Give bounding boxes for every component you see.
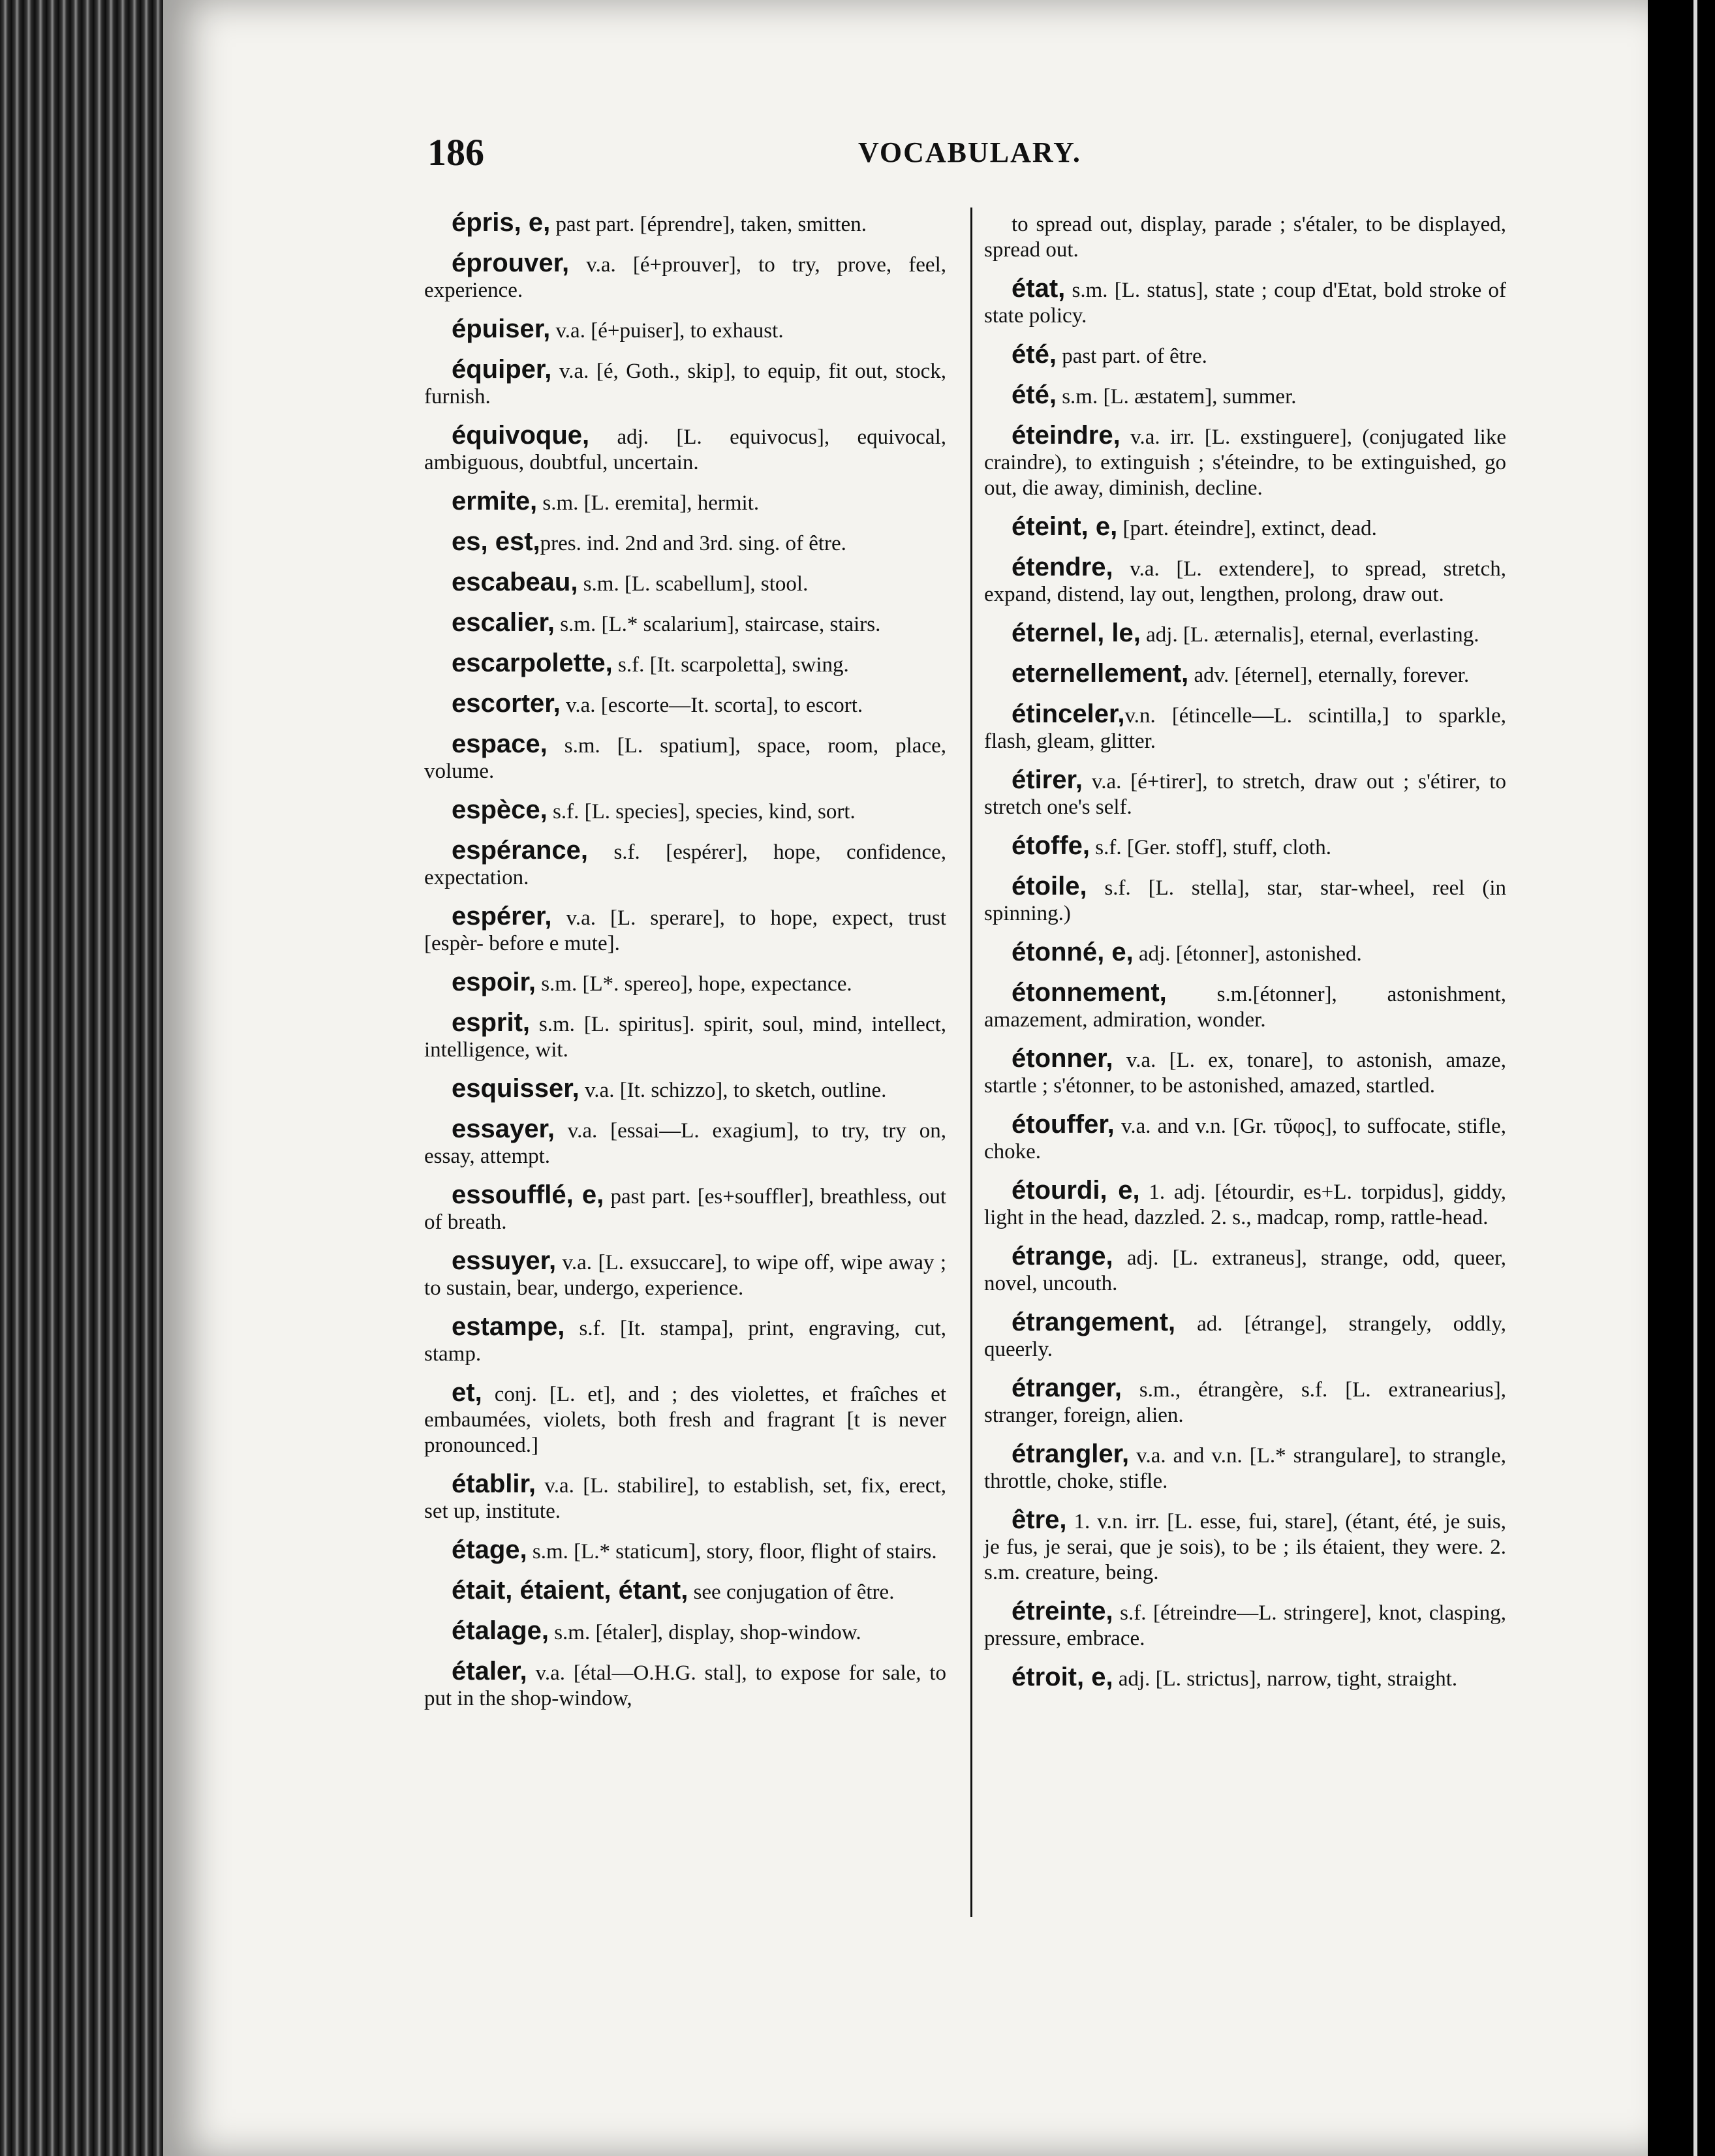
dictionary-entry xyxy=(984,767,1506,820)
entry-definition: v.a. [L. sperare], to hope, expect, trust [espèr- before e mute]. xyxy=(424,906,946,955)
dictionary-entry xyxy=(424,1076,946,1103)
dictionary-entry xyxy=(424,423,946,476)
entry-definition: s.m., étrangère, s.f. [L. extranearius], stranger, foreign, alien. xyxy=(984,1378,1506,1427)
entry-definition: v.a. [It. schizzo], to sketch, outline. xyxy=(579,1079,887,1102)
dictionary-entry xyxy=(424,1659,946,1712)
dictionary-entry xyxy=(424,732,946,784)
entry-headword: étoffe, xyxy=(1012,831,1090,860)
entry-headword: éteint, e, xyxy=(1012,512,1118,541)
entry-definition: s.f. [étreindre—L. stringere], knot, clasping, pressure, embrace. xyxy=(984,1601,1506,1650)
left-column xyxy=(424,210,946,1725)
dictionary-entry xyxy=(424,529,946,557)
entry-definition: v.a. [L. ex, tonare], to astonish, amaze, startle ; s'étonner, to be astonished, amazed, startled. xyxy=(984,1049,1506,1098)
entry-headword: étaler, xyxy=(452,1657,527,1686)
entry-headword: étonnement, xyxy=(1012,978,1167,1007)
dictionary-entry xyxy=(984,210,1506,263)
entry-definition: v.a. [L. extendere], to spread, stretch, expand, distend, lay out, lengthen, prolong, draw out. xyxy=(984,557,1506,606)
dictionary-entry xyxy=(424,1314,946,1367)
dictionary-entry xyxy=(424,210,946,238)
entry-definition: s.f. [espérer], hope, confidence, expectation. xyxy=(424,840,946,889)
entry-definition: adj. [L. equivocus], equivocal, ambiguous, doubtful, uncertain. xyxy=(424,425,946,474)
entry-headword: espérance, xyxy=(452,836,589,865)
entry-headword: épris, e, xyxy=(452,208,551,237)
dictionary-entry xyxy=(984,1376,1506,1428)
entry-definition: s.m. [L. æstatem], summer. xyxy=(1056,385,1297,408)
dictionary-entry xyxy=(424,316,946,344)
entry-headword: être, xyxy=(1012,1505,1067,1534)
entry-definition: 1. adj. [étourdir, es+L. torpidus], giddy, light in the head, dazzled. 2. s., madcap, romp, rattle-head. xyxy=(984,1180,1507,1229)
entry-definition: s.f. [It. scarpoletta], swing. xyxy=(612,653,849,677)
entry-headword: épuiser, xyxy=(452,315,551,343)
entry-headword: étonner, xyxy=(1012,1044,1113,1073)
entry-headword: et, xyxy=(452,1378,482,1407)
entry-headword: étinceler, xyxy=(1012,700,1125,728)
dictionary-entry xyxy=(424,1471,946,1524)
entry-definition: s.m.[étonner], astonishment, amazement, admiration, wonder. xyxy=(984,983,1506,1032)
page-number: 186 xyxy=(427,131,484,174)
entry-definition: v.a. and v.n. [Gr. τῦφος], to suffocate, stifle, choke. xyxy=(984,1115,1506,1163)
entry-definition: s.m. [L*. spereo], hope, expectance. xyxy=(535,972,852,996)
entry-headword: étrangler, xyxy=(1012,1440,1130,1468)
entry-headword: étrange, xyxy=(1012,1242,1113,1270)
dictionary-entry xyxy=(424,570,946,597)
entry-definition: s.m. [L. spatium], space, room, place, volume. xyxy=(424,734,946,783)
entry-headword: étranger, xyxy=(1012,1374,1122,1402)
dictionary-entry xyxy=(424,357,946,410)
dictionary-entry xyxy=(984,1599,1506,1652)
dictionary-entry xyxy=(984,1665,1506,1692)
dictionary-entry xyxy=(424,797,946,825)
scan-border-line xyxy=(1693,0,1697,2156)
dictionary-entry xyxy=(424,1578,946,1605)
entry-definition: s.m. [L. status], state ; coup d'Etat, bold stroke of state policy. xyxy=(984,279,1506,328)
entry-definition: adj. [L. extraneus], strange, odd, queer, novel, uncouth. xyxy=(984,1246,1506,1295)
entry-definition: s.m. [L. eremita], hermit. xyxy=(537,491,760,515)
dictionary-entry xyxy=(984,1178,1506,1231)
entry-definition: v.a. [é+tirer], to stretch, draw out ; s'étirer, to stretch one's self. xyxy=(984,770,1506,819)
entry-definition: v.a. [escorte—It. scorta], to escort. xyxy=(560,694,863,717)
entry-headword: étendre, xyxy=(1012,553,1113,581)
entry-definition: 1. v.n. irr. [L. esse, fui, stare], (étant, été, je suis, je fus, je serai, que je sois), to be ; ils étaient, they were. 2. s.m. creature, being. xyxy=(984,1510,1506,1584)
entry-headword: escorter, xyxy=(452,689,561,718)
dictionary-entry xyxy=(424,610,946,638)
dictionary-entry xyxy=(984,555,1506,608)
dictionary-entry xyxy=(984,1507,1506,1586)
entry-definition: v.n. [étincelle—L. scintilla,] to sparkle, flash, gleam, glitter. xyxy=(984,704,1506,753)
entry-headword: étalage, xyxy=(452,1616,549,1645)
entry-headword: était, étaient, étant, xyxy=(452,1576,688,1605)
entry-definition: v.a. irr. [L. exstinguere], (conjugated like craindre), to extinguish ; s'éteindre, to be extinguished, go out, die away, diminish, decline. xyxy=(984,425,1506,500)
entry-headword: étouffer, xyxy=(1012,1110,1115,1139)
entry-definition: past part. [es+souffler], breathless, out of breath. xyxy=(424,1185,946,1234)
dictionary-entry xyxy=(424,970,946,997)
dictionary-entry xyxy=(424,1380,946,1458)
dictionary-entry xyxy=(424,691,946,718)
entry-headword: étourdi, e, xyxy=(1012,1176,1140,1205)
entry-headword: essoufflé, e, xyxy=(452,1180,604,1209)
dictionary-entry xyxy=(984,1046,1506,1099)
entry-definition: adj. [étonner], astonished. xyxy=(1133,942,1362,966)
entry-headword: es, est, xyxy=(452,527,540,556)
entry-definition: adj. [L. strictus], narrow, tight, straight. xyxy=(1113,1667,1458,1691)
entry-definition: conj. [L. et], and ; des violettes, et fraîches et embaumées, violets, both fresh and fragrant [t is never pronounced.] xyxy=(424,1383,946,1457)
entry-definition: v.a. [L. exsuccare], to wipe off, wipe away ; to sustain, bear, undergo, experience. xyxy=(424,1251,946,1300)
dictionary-entry xyxy=(984,874,1506,927)
dictionary-entry xyxy=(984,980,1506,1033)
entry-definition: v.a. [é+puiser], to exhaust. xyxy=(550,319,784,343)
entry-definition: s.m. [étaler], display, shop-window. xyxy=(548,1621,861,1644)
column-divider xyxy=(970,208,972,1917)
dictionary-entry xyxy=(984,1441,1506,1494)
entry-headword: espérer, xyxy=(452,902,552,931)
running-title: VOCABULARY. xyxy=(858,136,1081,168)
entry-definition: s.f. [L. stella], star, star-wheel, reel (in spinning.) xyxy=(984,876,1506,925)
entry-definition: adj. [L. æternalis], eternal, everlasting. xyxy=(1140,623,1479,647)
dictionary-entry xyxy=(984,833,1506,861)
entry-headword: établir, xyxy=(452,1470,536,1498)
dictionary-entry xyxy=(984,1244,1506,1297)
dictionary-entry xyxy=(424,489,946,516)
entry-headword: équiper, xyxy=(452,355,552,384)
entry-definition: s.m. [L.* scalarium], staircase, stairs. xyxy=(554,613,881,636)
entry-headword: escabeau, xyxy=(452,568,578,596)
scan-border xyxy=(1648,0,1715,2156)
dictionary-entry xyxy=(984,940,1506,967)
entry-definition: v.a. and v.n. [L.* strangulare], to strangle, throttle, choke, stifle. xyxy=(984,1444,1506,1493)
right-column xyxy=(984,210,1506,1705)
entry-definition: s.m. [L. spiritus]. spirit, soul, mind, intellect, intelligence, wit. xyxy=(424,1013,946,1062)
entry-definition: to spread out, display, parade ; s'étaler, to be displayed, spread out. xyxy=(984,213,1506,262)
entry-headword: été, xyxy=(1012,380,1057,409)
dictionary-entry xyxy=(424,1182,946,1235)
entry-definition: v.a. [é+prouver], to try, prove, feel, experience. xyxy=(424,253,946,302)
dictionary-entry xyxy=(424,1537,946,1565)
dictionary-entry xyxy=(984,661,1506,688)
dictionary-entry xyxy=(424,1010,946,1063)
dictionary-entry xyxy=(984,701,1506,754)
entry-definition: s.f. [It. stampa], print, engraving, cut, stamp. xyxy=(424,1317,946,1366)
book-page-edges xyxy=(0,0,163,2156)
dictionary-entry xyxy=(984,1112,1506,1165)
page-header xyxy=(427,131,1504,183)
entry-definition: pres. ind. 2nd and 3rd. sing. of être. xyxy=(540,532,846,555)
dictionary-entry xyxy=(984,423,1506,501)
entry-headword: espèce, xyxy=(452,795,548,824)
entry-headword: étrangement, xyxy=(1012,1308,1176,1336)
entry-definition: ad. [étrange], strangely, oddly, queerly. xyxy=(984,1312,1506,1361)
entry-definition: adv. [éternel], eternally, forever. xyxy=(1188,664,1470,687)
entry-headword: essayer, xyxy=(452,1115,555,1143)
entry-definition: s.m. [L.* staticum], story, floor, flight of stairs. xyxy=(527,1540,937,1563)
entry-headword: eternellement, xyxy=(1012,659,1189,688)
entry-headword: éprouver, xyxy=(452,249,570,277)
entry-headword: éternel, le, xyxy=(1012,619,1141,647)
entry-headword: escalier, xyxy=(452,608,555,637)
entry-definition: v.a. [essai—L. exagium], to try, try on, essay, attempt. xyxy=(424,1119,946,1168)
dictionary-entry xyxy=(424,838,946,891)
dictionary-entry xyxy=(424,904,946,957)
entry-headword: été, xyxy=(1012,340,1057,369)
entry-definition: v.a. [étal—O.H.G. stal], to expose for sale, to put in the shop-window, xyxy=(424,1661,946,1710)
dictionary-entry xyxy=(984,621,1506,648)
entry-headword: esprit, xyxy=(452,1008,531,1037)
dictionary-entry xyxy=(424,1248,946,1301)
entry-headword: éteindre, xyxy=(1012,421,1120,450)
entry-headword: étoile, xyxy=(1012,872,1087,901)
entry-headword: étreinte, xyxy=(1012,1597,1113,1625)
entry-headword: esquisser, xyxy=(452,1074,579,1103)
dictionary-entry xyxy=(984,1310,1506,1363)
entry-headword: étroit, e, xyxy=(1012,1663,1113,1691)
dictionary-entry xyxy=(984,342,1506,369)
dictionary-entry xyxy=(984,276,1506,329)
entry-headword: espace, xyxy=(452,730,548,758)
entry-definition: v.a. [é, Goth., skip], to equip, fit out, stock, furnish. xyxy=(424,360,946,408)
entry-definition: s.f. [L. species], species, kind, sort. xyxy=(547,800,856,824)
entry-definition: past part. [éprendre], taken, smitten. xyxy=(550,213,867,236)
entry-headword: étage, xyxy=(452,1535,527,1564)
dictionary-entry xyxy=(424,1116,946,1169)
dictionary-entry xyxy=(984,382,1506,410)
entry-definition: s.m. [L. scabellum], stool. xyxy=(578,572,809,596)
entry-headword: essuyer, xyxy=(452,1246,557,1275)
dictionary-entry xyxy=(984,514,1506,542)
entry-definition: past part. of être. xyxy=(1056,345,1207,368)
entry-headword: ermite, xyxy=(452,487,538,516)
entry-headword: état, xyxy=(1012,274,1066,303)
entry-definition: see conjugation of être. xyxy=(688,1580,895,1604)
entry-headword: estampe, xyxy=(452,1312,565,1341)
entry-headword: équivoque, xyxy=(452,421,590,450)
entry-headword: escarpolette, xyxy=(452,649,613,677)
entry-headword: espoir, xyxy=(452,968,536,996)
entry-headword: étirer, xyxy=(1012,765,1083,794)
entry-definition: s.f. [Ger. stoff], stuff, cloth. xyxy=(1090,836,1331,859)
entry-definition: v.a. [L. stabilire], to establish, set, fix, erect, set up, institute. xyxy=(424,1474,946,1523)
entry-headword: étonné, e, xyxy=(1012,938,1134,966)
dictionary-entry xyxy=(424,651,946,678)
dictionary-entry xyxy=(424,251,946,303)
entry-definition: [part. éteindre], extinct, dead. xyxy=(1117,517,1377,540)
dictionary-entry xyxy=(424,1618,946,1646)
